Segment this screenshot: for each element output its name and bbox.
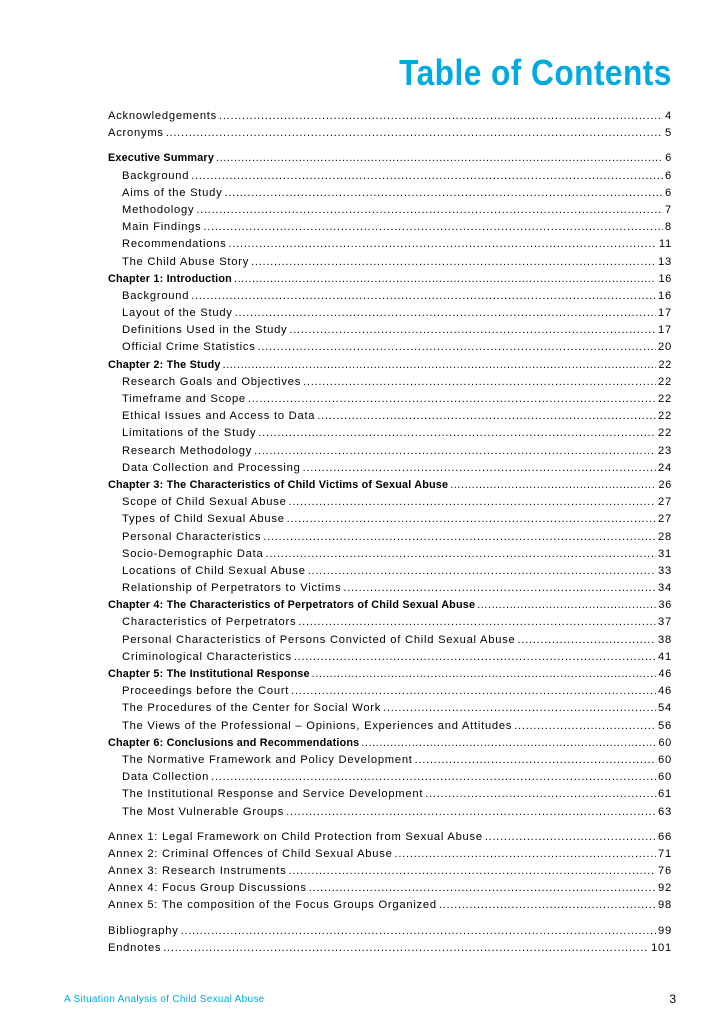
toc-entry-page: 60	[658, 771, 672, 784]
toc-entry[interactable]	[108, 942, 672, 959]
dot-leader	[450, 479, 656, 491]
toc-entry[interactable]	[108, 651, 672, 668]
toc-entry[interactable]	[108, 170, 672, 187]
toc-entry[interactable]	[108, 127, 672, 144]
toc-entry-label: Proceedings before the Court	[122, 685, 290, 698]
toc-entry-page: 22	[658, 358, 672, 371]
toc-entry-label: Characteristics of Perpetrators	[122, 616, 297, 629]
dot-leader	[219, 110, 663, 122]
toc-entry-page: 13	[658, 255, 672, 268]
dot-leader	[395, 848, 657, 860]
dot-leader	[291, 685, 656, 697]
toc-chapter-entry[interactable]	[108, 152, 672, 169]
toc-entry[interactable]	[108, 110, 672, 127]
toc-entry[interactable]	[108, 513, 672, 530]
footer-title: A Situation Analysis of Child Sexual Abuse	[64, 994, 265, 1005]
dot-leader	[258, 341, 656, 353]
dot-leader	[181, 925, 656, 937]
table-of-contents	[108, 110, 672, 959]
toc-entry-page: 22	[658, 393, 672, 405]
toc-entry[interactable]	[108, 445, 672, 462]
toc-entry-page: 101	[651, 941, 672, 954]
toc-entry-label: Background	[122, 289, 190, 302]
toc-entry[interactable]	[108, 925, 672, 942]
toc-entry-page: 6	[665, 152, 672, 165]
toc-entry-page: 17	[658, 307, 672, 320]
toc-entry[interactable]	[108, 410, 672, 427]
dot-leader	[216, 152, 663, 164]
toc-chapter-entry[interactable]	[108, 737, 672, 754]
toc-entry-page: 17	[658, 324, 672, 337]
toc-entry-page: 54	[658, 702, 672, 715]
toc-entry-label: Research Methodology	[122, 444, 253, 457]
toc-entry-label: Background	[122, 169, 190, 182]
toc-entry-label: The Views of the Professional – Opinions, Experiences and Attitudes	[122, 719, 513, 732]
dot-leader	[298, 616, 656, 628]
dot-leader	[254, 445, 656, 457]
dot-leader	[191, 290, 656, 302]
toc-entry-label: Definitions Used in the Study	[122, 324, 288, 337]
toc-entry-label: Executive Summary	[108, 152, 215, 165]
toc-chapter-entry[interactable]	[108, 599, 672, 616]
toc-entry-page: 63	[658, 805, 672, 818]
toc-entry-page: 6	[665, 169, 672, 182]
page-number: 3	[669, 992, 676, 1006]
dot-leader	[312, 668, 657, 680]
dot-leader	[251, 256, 656, 268]
toc-entry-label: The Institutional Response and Service Development	[122, 788, 424, 801]
toc-entry-label: Main Findings	[122, 221, 202, 234]
toc-entry-page: 66	[658, 830, 672, 843]
toc-entry-page: 11	[658, 238, 672, 251]
dot-leader	[163, 942, 649, 954]
toc-entry[interactable]	[108, 771, 672, 788]
toc-entry-page: 37	[658, 616, 672, 629]
dot-leader	[317, 410, 656, 422]
toc-entry-page: 99	[658, 924, 672, 937]
toc-entry[interactable]	[108, 634, 672, 651]
dot-leader	[289, 324, 656, 336]
dot-leader	[308, 565, 656, 577]
toc-entry[interactable]	[108, 685, 672, 702]
dot-leader	[286, 806, 656, 818]
toc-entry-label: The Procedures of the Center for Social Work	[122, 702, 382, 715]
dot-leader	[287, 513, 656, 525]
toc-entry[interactable]	[108, 256, 672, 273]
dot-leader	[303, 376, 656, 388]
toc-entry-page: 6	[665, 186, 672, 199]
toc-entry-page: 46	[658, 685, 672, 698]
toc-entry-label: Timeframe and Scope	[122, 393, 246, 405]
dot-leader	[248, 393, 656, 405]
dot-leader	[266, 548, 657, 560]
toc-entry-page: 31	[658, 547, 672, 560]
toc-entry[interactable]	[108, 831, 672, 848]
toc-entry-page: 56	[658, 719, 672, 732]
toc-entry-label: Personal Characteristics	[122, 530, 262, 543]
toc-entry-label: Aims of the Study	[122, 186, 223, 199]
toc-entry-label: The Most Vulnerable Groups	[122, 805, 285, 818]
toc-entry[interactable]	[108, 582, 672, 599]
toc-entry[interactable]	[108, 565, 672, 582]
dot-leader	[258, 427, 656, 439]
toc-entry-label: The Child Abuse Story	[122, 255, 250, 268]
toc-entry-page: 7	[665, 203, 672, 216]
toc-entry[interactable]	[108, 899, 672, 916]
toc-entry-label: Socio-Demographic Data	[122, 547, 264, 560]
toc-entry[interactable]	[108, 531, 672, 548]
toc-entry-label: Annex 2: Criminal Offences of Child Sexual Abuse	[108, 847, 393, 860]
toc-chapter-entry[interactable]	[108, 479, 672, 496]
toc-entry-label: Types of Child Sexual Abuse	[122, 513, 285, 526]
dot-leader	[166, 127, 663, 139]
toc-entry-page: 27	[658, 513, 672, 526]
toc-entry-page: 16	[658, 289, 672, 302]
toc-entry-label: Official Crime Statistics	[122, 341, 256, 354]
dot-leader	[229, 238, 657, 250]
toc-entry[interactable]	[108, 187, 672, 204]
toc-entry-page: 98	[658, 899, 672, 912]
dot-leader	[518, 634, 657, 646]
dot-leader	[289, 496, 657, 508]
toc-entry[interactable]	[108, 307, 672, 324]
dot-leader	[514, 720, 656, 732]
toc-entry-label: Recommendations	[122, 238, 227, 251]
toc-entry-label: Methodology	[122, 203, 195, 216]
toc-entry[interactable]	[108, 702, 672, 719]
toc-entry[interactable]	[108, 204, 672, 221]
dot-leader	[303, 462, 656, 474]
toc-entry-label: Relationship of Perpetrators to Victims	[122, 582, 342, 595]
dot-leader	[223, 359, 657, 371]
toc-chapter-entry[interactable]	[108, 359, 672, 376]
dot-leader	[235, 307, 656, 319]
toc-entry-label: Annex 5: The composition of the Focus Groups Organized	[108, 899, 437, 912]
toc-entry-label: Annex 1: Legal Framework on Child Protection from Sexual Abuse	[108, 830, 483, 843]
toc-entry[interactable]	[108, 754, 672, 771]
toc-entry-page: 16	[658, 272, 672, 285]
dot-leader	[288, 865, 656, 877]
toc-entry-page: 33	[658, 564, 672, 577]
dot-leader	[294, 651, 656, 663]
toc-entry[interactable]	[108, 882, 672, 899]
toc-entry-label: Endnotes	[108, 941, 162, 954]
toc-entry-label: Acronyms	[108, 127, 164, 140]
dot-leader	[343, 582, 656, 594]
toc-entry[interactable]	[108, 324, 672, 341]
dot-leader	[477, 599, 656, 611]
toc-entry-label: Annex 4: Focus Group Discussions	[108, 882, 307, 895]
toc-entry-label: Criminological Characteristics	[122, 650, 292, 663]
toc-chapter-entry[interactable]	[108, 273, 672, 290]
toc-entry-label: Chapter 1: Introduction	[108, 272, 232, 285]
toc-entry-page: 4	[665, 110, 672, 122]
toc-entry-page: 36	[658, 599, 672, 612]
dot-leader	[196, 204, 663, 216]
toc-entry-page: 20	[658, 341, 672, 354]
toc-entry-page: 92	[658, 882, 672, 895]
toc-entry[interactable]	[108, 548, 672, 565]
toc-entry-page: 24	[658, 461, 672, 474]
toc-entry[interactable]	[108, 720, 672, 737]
section-gap	[108, 917, 672, 925]
dot-leader	[263, 531, 656, 543]
toc-entry-label: Scope of Child Sexual Abuse	[122, 496, 287, 509]
toc-entry-label: Chapter 6: Conclusions and Recommendations	[108, 736, 360, 749]
toc-entry-page: 22	[658, 375, 672, 388]
toc-entry-page: 22	[658, 427, 672, 440]
dot-leader	[191, 170, 663, 182]
toc-entry-page: 61	[658, 788, 672, 801]
toc-entry[interactable]	[108, 341, 672, 358]
toc-entry-page: 5	[665, 127, 672, 140]
toc-entry[interactable]	[108, 376, 672, 393]
toc-entry-page: 34	[658, 582, 672, 595]
toc-entry[interactable]	[108, 393, 672, 410]
toc-entry[interactable]	[108, 848, 672, 865]
toc-entry-label: The Normative Framework and Policy Development	[122, 753, 413, 766]
dot-leader	[234, 273, 657, 285]
dot-leader	[361, 737, 656, 749]
toc-entry-label: Chapter 2: The Study	[108, 358, 221, 371]
toc-entry-label: Chapter 5: The Institutional Response	[108, 668, 310, 680]
toc-entry-page: 28	[658, 530, 672, 543]
toc-entry-page: 27	[658, 496, 672, 509]
dot-leader	[485, 831, 656, 843]
dot-leader	[224, 187, 663, 199]
dot-leader	[383, 702, 656, 714]
dot-leader	[439, 899, 656, 911]
dot-leader	[425, 788, 656, 800]
toc-entry-label: Chapter 3: The Characteristics of Child Victims of Sexual Abuse	[108, 478, 449, 491]
toc-entry-page: 38	[658, 633, 672, 646]
toc-entry-label: Research Goals and Objectives	[122, 375, 302, 388]
toc-entry-page: 22	[658, 410, 672, 423]
toc-entry-page: 46	[658, 668, 672, 680]
toc-entry[interactable]	[108, 865, 672, 882]
toc-entry[interactable]	[108, 290, 672, 307]
toc-entry-label: Ethical Issues and Access to Data	[122, 410, 316, 423]
toc-entry[interactable]	[108, 238, 672, 255]
section-gap	[108, 144, 672, 152]
toc-entry-label: Annex 3: Research Instruments	[108, 865, 287, 878]
toc-entry-page: 8	[665, 221, 672, 234]
toc-entry-label: Locations of Child Sexual Abuse	[122, 564, 306, 577]
toc-entry[interactable]	[108, 221, 672, 238]
toc-entry[interactable]	[108, 616, 672, 633]
dot-leader	[203, 221, 663, 233]
toc-entry-label: Chapter 4: The Characteristics of Perpetrators of Child Sexual Abuse	[108, 599, 476, 612]
dot-leader	[309, 882, 656, 894]
toc-entry[interactable]	[108, 427, 672, 444]
toc-entry-label: Bibliography	[108, 924, 179, 937]
toc-entry[interactable]	[108, 496, 672, 513]
toc-entry-label: Data Collection and Processing	[122, 461, 301, 474]
dot-leader	[415, 754, 656, 766]
toc-entry-label: Data Collection	[122, 771, 210, 784]
toc-chapter-entry[interactable]	[108, 668, 672, 685]
page-title: Table of Contents	[399, 52, 672, 93]
toc-entry-page: 76	[658, 865, 672, 878]
toc-entry-label: Personal Characteristics of Persons Convicted of Child Sexual Abuse	[122, 633, 516, 646]
toc-entry-label: Layout of the Study	[122, 307, 233, 320]
dot-leader	[211, 771, 656, 783]
toc-entry[interactable]	[108, 462, 672, 479]
toc-entry-page: 60	[658, 736, 672, 749]
toc-entry-label: Acknowledgements	[108, 110, 218, 122]
section-gap	[108, 823, 672, 831]
toc-entry[interactable]	[108, 788, 672, 805]
toc-entry-page: 26	[658, 478, 672, 491]
toc-entry[interactable]	[108, 806, 672, 823]
toc-entry-page: 23	[658, 444, 672, 457]
toc-entry-page: 60	[658, 753, 672, 766]
toc-entry-page: 41	[658, 650, 672, 663]
toc-entry-page: 71	[658, 847, 672, 860]
toc-entry-label: Limitations of the Study	[122, 427, 257, 440]
